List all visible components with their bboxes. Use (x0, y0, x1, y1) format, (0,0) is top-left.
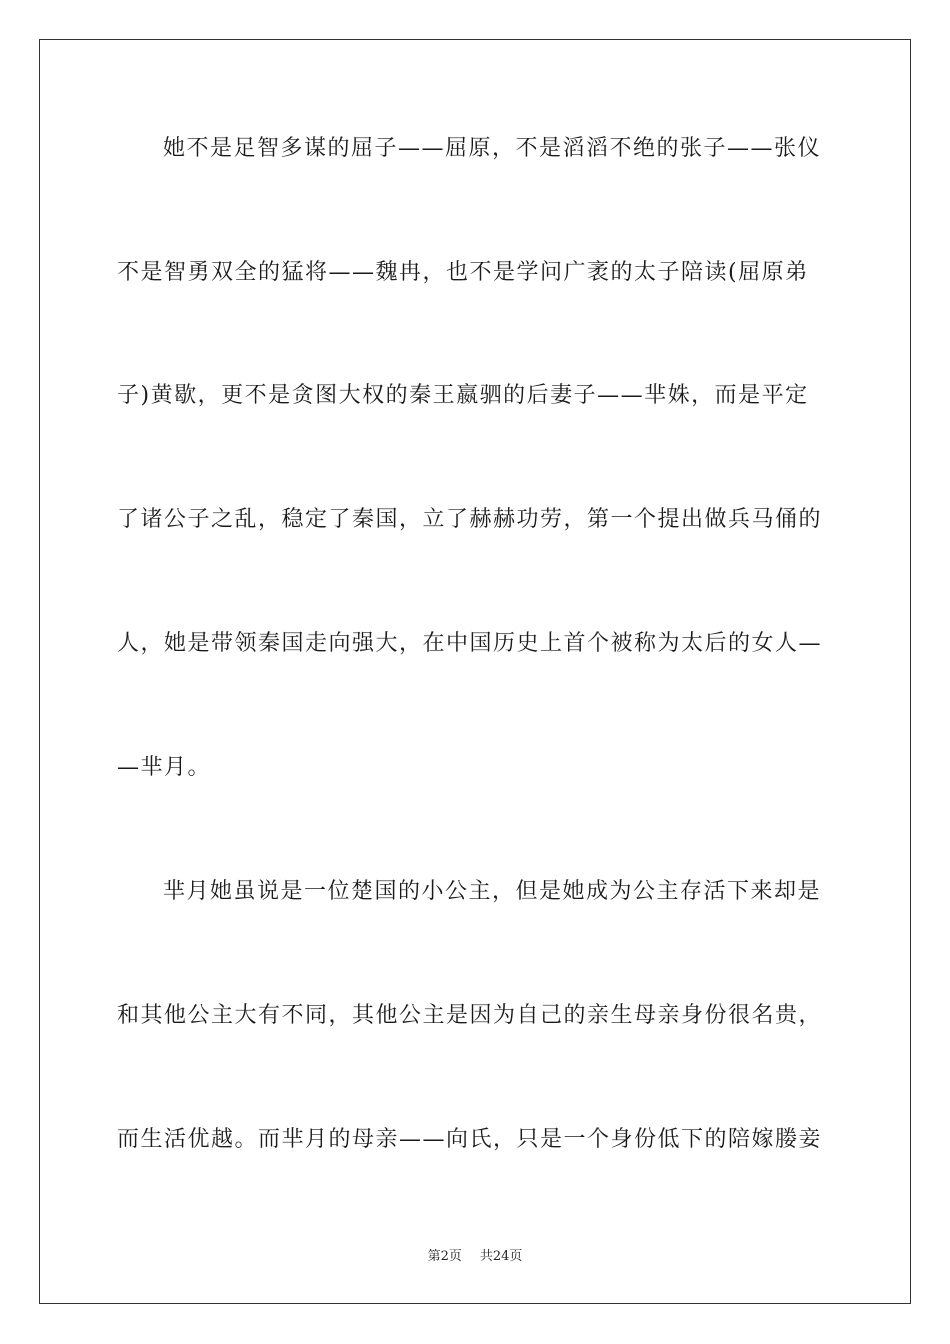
page-border (39, 39, 911, 1304)
paragraph-2-line-1: 芈月她虽说是一位楚国的小公主，但是她成为公主存活下来却是 (163, 879, 822, 904)
paragraph-1-line-5: 人，她是带领秦国走向强大，在中国历史上首个被称为太后的女人— (117, 631, 823, 656)
paragraph-1-line-1: 她不是足智多谋的屈子——屈原，不是滔滔不绝的张子——张仪 (163, 136, 822, 161)
paragraph-1-line-6: —芈月。 (117, 755, 212, 780)
paragraph-2-line-3: 而生活优越。而芈月的母亲——向氏，只是一个身份低下的陪嫁媵妾 (117, 1127, 823, 1152)
paragraph-1-line-2: 不是智勇双全的猛将——魏冉，也不是学问广袤的太子陪读(屈原弟 (117, 260, 809, 285)
paragraph-1-line-4: 了诸公子之乱，稳定了秦国，立了赫赫功劳，第一个提出做兵马俑的 (117, 507, 823, 532)
page-total: 共24页 (479, 1249, 523, 1264)
page-footer (0, 1247, 950, 1267)
paragraph-2-line-2: 和其他公主大有不同，其他公主是因为自己的亲生母亲身份很名贵， (117, 1003, 823, 1028)
page-number: 第2页 (427, 1249, 462, 1264)
paragraph-1-line-3: 子)黄歇，更不是贪图大权的秦王嬴驷的后妻子——芈姝，而是平定 (117, 383, 809, 408)
